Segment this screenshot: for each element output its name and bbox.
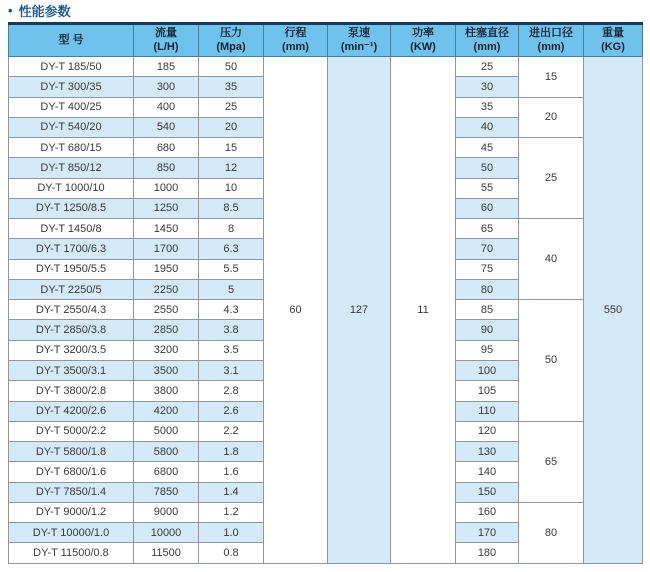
flow-cell: 1000 — [134, 178, 199, 198]
model-cell: DY-T 850/12 — [9, 158, 134, 178]
pressure-cell: 8.5 — [199, 198, 264, 218]
plunger-diameter-cell: 140 — [456, 462, 519, 482]
model-cell: DY-T 1950/5.5 — [9, 259, 134, 279]
flow-cell: 400 — [134, 97, 199, 117]
plunger-diameter-cell: 180 — [456, 543, 519, 564]
flow-cell: 850 — [134, 158, 199, 178]
flow-cell: 7850 — [134, 482, 199, 502]
flow-cell: 2550 — [134, 300, 199, 320]
model-cell: DY-T 9000/1.2 — [9, 502, 134, 522]
plunger-diameter-cell: 45 — [456, 138, 519, 158]
plunger-diameter-cell: 65 — [456, 219, 519, 239]
pressure-cell: 50 — [199, 57, 264, 77]
pressure-cell: 5.5 — [199, 259, 264, 279]
pressure-cell: 1.8 — [199, 442, 264, 462]
model-cell: DY-T 540/20 — [9, 117, 134, 137]
plunger-diameter-cell: 30 — [456, 77, 519, 97]
pressure-cell: 12 — [199, 158, 264, 178]
plunger-diameter-cell: 35 — [456, 97, 519, 117]
port-diameter-cell: 80 — [519, 502, 584, 563]
port-diameter-cell: 65 — [519, 421, 584, 502]
performance-spec-table — [8, 22, 643, 564]
flow-cell: 540 — [134, 117, 199, 137]
flow-cell: 5000 — [134, 421, 199, 441]
plunger-diameter-cell: 75 — [456, 259, 519, 279]
section-title — [8, 1, 71, 20]
flow-cell: 2850 — [134, 320, 199, 340]
pump-speed-cell: 127 — [328, 57, 391, 564]
model-cell: DY-T 5800/1.8 — [9, 442, 134, 462]
col-header-port: 进出口径 (mm) — [519, 24, 584, 57]
model-cell: DY-T 1700/6.3 — [9, 239, 134, 259]
pressure-cell: 25 — [199, 97, 264, 117]
plunger-diameter-cell: 70 — [456, 239, 519, 259]
model-cell: DY-T 1450/8 — [9, 219, 134, 239]
flow-cell: 1250 — [134, 198, 199, 218]
flow-cell: 1450 — [134, 219, 199, 239]
flow-cell: 11500 — [134, 543, 199, 564]
header-row — [9, 24, 643, 57]
flow-cell: 3200 — [134, 340, 199, 360]
plunger-diameter-cell: 85 — [456, 300, 519, 320]
pressure-cell: 1.6 — [199, 462, 264, 482]
pressure-cell: 1.4 — [199, 482, 264, 502]
plunger-diameter-cell: 60 — [456, 198, 519, 218]
flow-cell: 5800 — [134, 442, 199, 462]
model-cell: DY-T 3800/2.8 — [9, 381, 134, 401]
table-row — [9, 57, 643, 77]
model-cell: DY-T 2250/5 — [9, 279, 134, 299]
flow-cell: 6800 — [134, 462, 199, 482]
model-cell: DY-T 3200/3.5 — [9, 340, 134, 360]
plunger-diameter-cell: 50 — [456, 158, 519, 178]
col-header-flow: 流量 (L/H) — [134, 24, 199, 57]
flow-cell: 1950 — [134, 259, 199, 279]
pressure-cell: 2.8 — [199, 381, 264, 401]
plunger-diameter-cell: 160 — [456, 502, 519, 522]
model-cell: DY-T 11500/0.8 — [9, 543, 134, 564]
pressure-cell: 15 — [199, 138, 264, 158]
flow-cell: 3500 — [134, 360, 199, 380]
pressure-cell: 2.6 — [199, 401, 264, 421]
plunger-diameter-cell: 130 — [456, 442, 519, 462]
plunger-diameter-cell: 55 — [456, 178, 519, 198]
pressure-cell: 4.3 — [199, 300, 264, 320]
plunger-diameter-cell: 150 — [456, 482, 519, 502]
flow-cell: 10000 — [134, 523, 199, 543]
pressure-cell: 3.5 — [199, 340, 264, 360]
pressure-cell: 6.3 — [199, 239, 264, 259]
pressure-cell: 1.0 — [199, 523, 264, 543]
plunger-diameter-cell: 40 — [456, 117, 519, 137]
col-header-model: 型 号 — [9, 24, 134, 57]
model-cell: DY-T 4200/2.6 — [9, 401, 134, 421]
flow-cell: 4200 — [134, 401, 199, 421]
flow-cell: 3800 — [134, 381, 199, 401]
port-diameter-cell: 50 — [519, 300, 584, 422]
stroke-cell: 60 — [264, 57, 328, 564]
weight-cell: 550 — [584, 57, 643, 564]
plunger-diameter-cell: 90 — [456, 320, 519, 340]
model-cell: DY-T 2550/4.3 — [9, 300, 134, 320]
flow-cell: 9000 — [134, 502, 199, 522]
section-title-text: 性能参数 — [18, 4, 71, 19]
bullet-icon: • — [8, 3, 13, 18]
plunger-diameter-cell: 100 — [456, 360, 519, 380]
col-header-speed: 泵速 (min⁻¹) — [328, 24, 391, 57]
col-header-stroke: 行程 (mm) — [264, 24, 328, 57]
flow-cell: 1700 — [134, 239, 199, 259]
model-cell: DY-T 185/50 — [9, 57, 134, 77]
pressure-cell: 5 — [199, 279, 264, 299]
plunger-diameter-cell: 105 — [456, 381, 519, 401]
plunger-diameter-cell: 25 — [456, 57, 519, 77]
pressure-cell: 0.8 — [199, 543, 264, 564]
pressure-cell: 8 — [199, 219, 264, 239]
pressure-cell: 3.8 — [199, 320, 264, 340]
col-header-weight: 重量 (KG) — [584, 24, 643, 57]
model-cell: DY-T 6800/1.6 — [9, 462, 134, 482]
model-cell: DY-T 10000/1.0 — [9, 523, 134, 543]
model-cell: DY-T 1000/10 — [9, 178, 134, 198]
plunger-diameter-cell: 80 — [456, 279, 519, 299]
port-diameter-cell: 25 — [519, 138, 584, 219]
flow-cell: 300 — [134, 77, 199, 97]
plunger-diameter-cell: 170 — [456, 523, 519, 543]
col-header-power: 功率 (KW) — [391, 24, 456, 57]
flow-cell: 680 — [134, 138, 199, 158]
model-cell: DY-T 2850/3.8 — [9, 320, 134, 340]
pressure-cell: 1.2 — [199, 502, 264, 522]
plunger-diameter-cell: 95 — [456, 340, 519, 360]
port-diameter-cell: 20 — [519, 97, 584, 138]
port-diameter-cell: 40 — [519, 219, 584, 300]
model-cell: DY-T 7850/1.4 — [9, 482, 134, 502]
pressure-cell: 20 — [199, 117, 264, 137]
flow-cell: 2250 — [134, 279, 199, 299]
col-header-plunger: 柱塞直径 (mm) — [456, 24, 519, 57]
power-cell: 11 — [391, 57, 456, 564]
flow-cell: 185 — [134, 57, 199, 77]
col-header-pressure: 压力 (Mpa) — [199, 24, 264, 57]
model-cell: DY-T 5000/2.2 — [9, 421, 134, 441]
port-diameter-cell: 15 — [519, 57, 584, 98]
plunger-diameter-cell: 110 — [456, 401, 519, 421]
model-cell: DY-T 1250/8.5 — [9, 198, 134, 218]
model-cell: DY-T 300/35 — [9, 77, 134, 97]
model-cell: DY-T 400/25 — [9, 97, 134, 117]
pressure-cell: 3.1 — [199, 360, 264, 380]
pressure-cell: 35 — [199, 77, 264, 97]
plunger-diameter-cell: 120 — [456, 421, 519, 441]
model-cell: DY-T 3500/3.1 — [9, 360, 134, 380]
pressure-cell: 10 — [199, 178, 264, 198]
table-header — [9, 24, 643, 57]
model-cell: DY-T 680/15 — [9, 138, 134, 158]
table-body — [9, 57, 643, 564]
pressure-cell: 2.2 — [199, 421, 264, 441]
